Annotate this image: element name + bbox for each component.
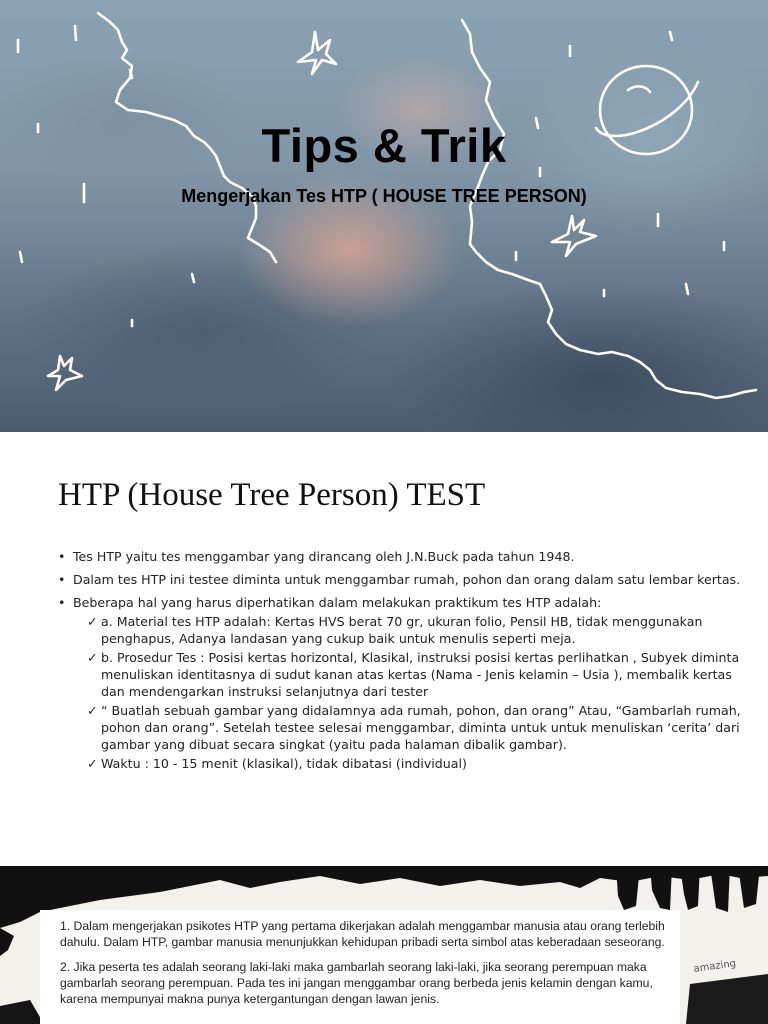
checklist-item-text: “ Buatlah sebuah gambar yang didalamnya ada rumah, pohon, dan orang” Atau, “Gambarlah rumah, pohon dan orang”. Setelah testee selesai menggambar, diminta untuk untuk menuliskan ‘cerita’ dari gambar yang dibuat secara singkat (yaitu pada halaman dibalik gambar).	[101, 703, 741, 752]
tip-paragraph: 1. Dalam mengerjakan psikotes HTP yang pertama dikerjakan adalah menggambar manusia atau orang terlebih dahulu. Dalam HTP, gambar manusia menunjukkan kehidupan pribadi serta simbol atas keberadaan seseorang.	[60, 919, 665, 949]
slide-subtitle: Mengerjakan Tes HTP ( HOUSE TREE PERSON)	[181, 186, 587, 206]
amazing-scribble: amazing	[692, 958, 737, 975]
list-item: • Beberapa hal yang harus diperhatikan dalam melakukan praktikum tes HTP adalah:	[58, 594, 758, 611]
tip-paragraph: 2. Jika peserta tes adalah seorang laki-laki maka gambarlah seorang laki-laki, jika seorang perempuan maka gambarlah seorang perempuan. Pada tes ini jangan menggambar orang berbeda jenis kelamin dengan kamu, karena mempunyai makna punya ketergantungan dengan lawan jenis.	[60, 960, 653, 1006]
tips-text	[60, 918, 680, 1016]
slide-title: Tips & Trik	[261, 119, 507, 172]
checklist-item	[58, 702, 758, 753]
check-icon: ✓	[87, 703, 98, 718]
sky-doodles	[0, 0, 768, 432]
checklist-item-text: b. Prosedur Tes : Posisi kertas horizontal, Klasikal, instruksi posisi kertas perlihatkan , Subyek diminta menuliskan identitasnya di sudut kanan atas kertas (Nama - Jenis kelamin – Usia ), membalik kertas dan mendengarkan instruksi selanjutnya dari tester	[101, 650, 740, 699]
check-icon: ✓	[87, 650, 98, 665]
check-icon: ✓	[87, 614, 98, 629]
checklist-item	[58, 755, 758, 772]
star-doodle-icon	[552, 216, 596, 256]
checklist-item	[58, 649, 758, 700]
list-item: • Tes HTP yaitu tes menggambar yang dirancang oleh J.N.Buck pada tahun 1948.	[58, 548, 758, 565]
check-icon: ✓	[87, 756, 98, 771]
star-doodle-icon	[298, 32, 336, 74]
checklist-item	[58, 613, 758, 647]
slide-heading: HTP (House Tree Person) TEST	[58, 477, 486, 513]
list-item: • Dalam tes HTP ini testee diminta untuk menggambar rumah, pohon dan orang dalam satu lembar kertas.	[58, 571, 758, 588]
bullet-list	[58, 548, 758, 774]
title-slide	[0, 0, 768, 432]
checklist-item-text: Waktu : 10 - 15 menit (klasikal), tidak dibatasi (individual)	[101, 756, 467, 771]
star-doodle-icon	[48, 356, 82, 390]
checklist-item-text: a. Material tes HTP adalah: Kertas HVS berat 70 gr, ukuran folio, Pensil HB, tidak menggunakan penghapus, Adanya landasan yang cukup baik untuk menulis seperti meja.	[101, 614, 703, 646]
htp-info-slide	[0, 432, 768, 864]
tips-slide	[0, 866, 768, 1024]
